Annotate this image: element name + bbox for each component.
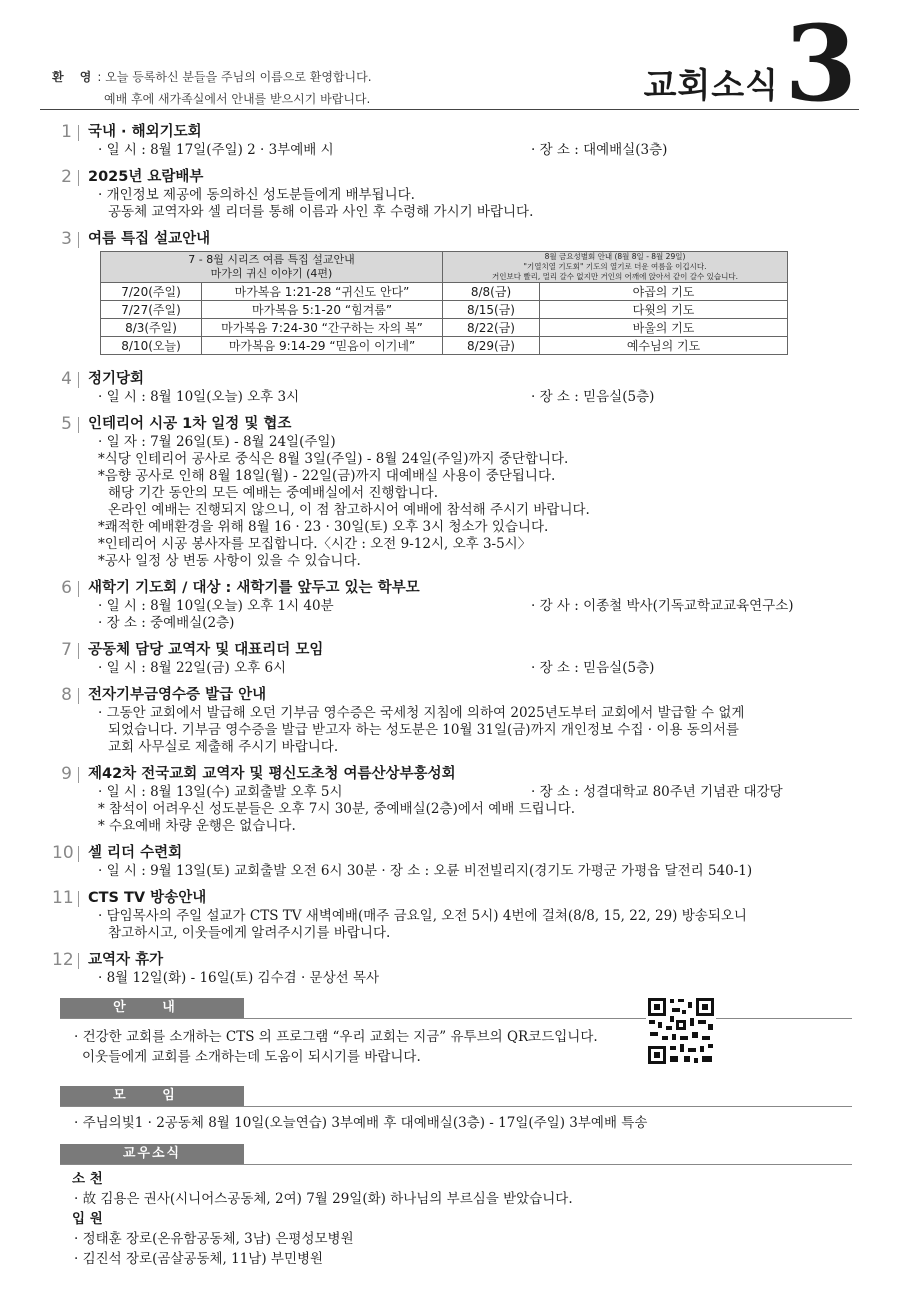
members-news-section [52,1144,852,1269]
friday-date: 8/15(금) [443,301,540,319]
welcome-message [52,66,372,110]
item-title: 여름 특집 설교안내 [88,231,211,247]
page-number: 3 [784,2,857,125]
item-title: 새학기 기도회 / 대상 : 새학기를 앞두고 있는 학부모 [88,580,420,596]
news-item [52,640,852,677]
news-item [52,122,852,159]
item-number-divider [78,643,79,659]
item-line [88,801,852,818]
item-line [88,553,852,570]
item-title: 국내 · 해외기도회 [88,124,202,140]
item-line-text: *공사 일정 상 변동 사항이 있을 수 있습니다. [98,553,361,569]
item-line [88,739,852,756]
hospital-heading: 입 원 [72,1211,103,1227]
item-line-text: · 8월 12일(화) - 16일(토) 김수겸 · 문상선 목사 [98,970,380,986]
item-number-divider [78,846,79,862]
news-item [52,229,852,355]
item-line-text: 되었습니다. 기부금 영수증을 발급 받고자 하는 성도분은 10월 31일(금)까지 개인정보 수집 · 이용 동의서를 [108,722,739,738]
item-line [88,818,852,835]
members-news-label: 교우소식 [60,1144,244,1164]
item-title: 제42차 전국교회 교역자 및 평신도초청 여름산상부흥성회 [88,766,456,782]
news-item [52,950,852,987]
item-number: 5 [61,414,72,434]
item-number: 1 [61,122,72,142]
sermon-series-title: 7 - 8월 시리즈 여름 특집 설교안내 [188,253,355,266]
notice-divider [60,1018,852,1019]
news-item [52,167,852,221]
header-divider [40,109,859,110]
meeting-label: 모 임 [60,1086,244,1106]
sermon-date: 7/27(주일) [101,301,202,319]
item-title: 2025년 요람배부 [88,169,204,185]
item-number-divider [78,688,79,704]
friday-date: 8/8(금) [443,283,540,301]
item-line [88,502,852,519]
item-number: 4 [61,369,72,389]
news-item [52,685,852,756]
sermon-schedule-table [100,251,788,355]
sermon-series-subtitle: 마가의 귀신 이야기 (4편) [210,267,333,280]
item-title: CTS TV 방송안내 [88,890,207,906]
death-heading: 소 천 [72,1171,103,1187]
item-line-location: · 장 소 : 대예배실(3층) [531,142,668,158]
news-item [52,578,852,632]
item-line-location: · 강 사 : 이종철 박사(기독교학교교육연구소) [531,598,794,614]
item-line-text: *식당 인테리어 공사로 중식은 8월 3일(주일) - 8월 24일(주일)까지 중단합니다. [98,451,569,467]
item-line [88,970,852,987]
news-items [52,122,852,995]
welcome-line-2: 예배 후에 새가족실에서 안내를 받으시기 바랍니다. [104,92,371,106]
hospital-line-2: · 김진석 장로(곰살공동체, 11남) 부민병원 [74,1251,324,1267]
item-line [88,908,852,925]
item-line-text: · 일 시 : 8월 10일(오늘) 오후 3시 [98,389,300,405]
item-line [88,863,852,880]
sermon-date: 8/10(오늘) [101,337,202,355]
hospital-line-1: · 정태훈 장로(온유함공동체, 3남) 은평성모병원 [74,1231,354,1247]
item-line [88,784,852,801]
item-number: 2 [61,167,72,187]
item-line-text: *음향 공사로 인해 8월 18일(월) - 22일(금)까지 대예배실 사용이 중단됩니다. [98,468,556,484]
item-number-divider [78,372,79,388]
item-line-text: · 개인정보 제공에 동의하신 성도분들에게 배부됩니다. [98,187,415,203]
item-line-text: *쾌적한 예배환경을 위해 8월 16 · 23 · 30일(토) 오후 3시 청소가 있습니다. [98,519,549,535]
item-number: 8 [61,685,72,705]
sermon-passage: 마가복음 9:14-29 “믿음이 이기네” [202,337,443,355]
sermon-passage: 마가복음 7:24-30 “간구하는 자의 복” [202,319,443,337]
news-item [52,888,852,942]
news-item [52,843,852,880]
item-title: 공동체 담당 교역자 및 대표리더 모임 [88,642,324,658]
item-line-text: · 일 시 : 9월 13일(토) 교회출발 오전 6시 30분 · 장 소 : 오륜 비전빌리지(경기도 가평군 가평읍 달전리 540-1) [98,863,753,879]
item-line-text: 공동체 교역자와 셀 리더를 통해 이름과 사인 후 수령해 가시기 바랍니다. [108,204,534,220]
item-line [88,722,852,739]
item-line [88,615,852,632]
welcome-label: 환 영 [52,70,98,84]
item-line [88,468,852,485]
item-title: 전자기부금영수증 발급 안내 [88,687,267,703]
meeting-line-1: · 주님의빛1 · 2공동체 8월 10일(오늘연습) 3부예배 후 대예배실(3층) - 17일(주일) 3부예배 특송 [74,1115,648,1131]
notice-line-2: 이웃들에게 교회를 소개하는데 도움이 되시기를 바랍니다. [82,1049,421,1065]
friday-prayer-title: 다윗의 기도 [540,301,788,319]
item-line-text: · 일 시 : 8월 10일(오늘) 오후 1시 40분 [98,598,334,614]
friday-prayer-title: 바울의 기도 [540,319,788,337]
item-number: 9 [61,764,72,784]
meeting-section [52,1086,852,1133]
item-line [88,519,852,536]
item-line [88,187,852,204]
item-number-divider [78,767,79,783]
item-line-text: · 일 자 : 7월 26일(토) - 8월 24일(주일) [98,434,336,450]
item-line-text: · 일 시 : 8월 22일(금) 오후 6시 [98,660,287,676]
item-number: 11 [52,888,74,908]
item-line-text: · 담임목사의 주일 설교가 CTS TV 새벽예배(매주 금요일, 오전 5시) 4번에 걸쳐(8/8, 15, 22, 29) 방송되오니 [98,908,747,924]
item-title: 교역자 휴가 [88,952,164,968]
item-line-location: · 장 소 : 믿음실(5층) [531,660,655,676]
item-line [88,204,852,221]
sermon-series-header [101,252,443,283]
friday-service-title: 8월 금요성별회 안내 (8월 8일 - 8월 29일) [544,252,686,261]
item-line-location: · 장 소 : 믿음실(5층) [531,389,655,405]
item-line-text: 온라인 예배는 진행되지 않으니, 이 점 참고하시어 예배에 참석해 주시기 바랍니다. [108,502,590,518]
item-line [88,485,852,502]
notice-section [52,998,852,1067]
item-line [88,434,852,451]
table-row [101,301,788,319]
friday-service-quote: 거인보다 빨리, 멀리 갈수 없지만 거인의 어깨에 앉아서 같이 갈수 있습니다. [492,272,738,281]
notice-label: 안 내 [60,998,244,1018]
item-line-text: * 수요예배 차량 운행은 없습니다. [98,818,296,834]
item-number-divider [78,891,79,907]
item-number-divider [78,170,79,186]
item-line-text: · 장 소 : 중예배실(2층) [98,615,235,631]
item-title: 셀 리더 수련회 [88,845,183,861]
item-line [88,536,852,553]
item-number: 3 [61,229,72,249]
item-number: 12 [52,950,74,970]
item-number-divider [78,953,79,969]
sermon-passage: 마가복음 1:21-28 “귀신도 안다” [202,283,443,301]
table-row [101,283,788,301]
item-number-divider [78,417,79,433]
table-row [101,319,788,337]
item-number: 6 [61,578,72,598]
item-title: 인테리어 시공 1차 일정 및 협조 [88,416,292,432]
item-number: 10 [52,843,74,863]
friday-date: 8/29(금) [443,337,540,355]
item-number: 7 [61,640,72,660]
sermon-date: 7/20(주일) [101,283,202,301]
friday-service-slogan: "기열치열 기도회" 기도의 열기로 더운 여름을 이깁시다. [523,262,707,271]
death-line: · 故 김용은 권사(시니어스공동체, 2여) 7월 29일(화) 하나님의 부르심을 받았습니다. [74,1191,573,1207]
item-line-text: · 일 시 : 8월 17일(주일) 2 · 3부예배 시 [98,142,334,158]
friday-prayer-title: 야곱의 기도 [540,283,788,301]
item-line [88,660,852,677]
news-item [52,369,852,406]
qr-code-image[interactable] [646,996,716,1066]
item-number-divider [78,581,79,597]
item-line-text: 해당 기간 동안의 모든 예배는 중예배실에서 진행합니다. [108,485,438,501]
item-line-text: · 그동안 교회에서 발급해 오던 기부금 영수증은 국세청 지침에 의하여 2025년도부터 교회에서 발급할 수 없게 [98,705,745,721]
item-line-text: *인테리어 시공 봉사자를 모집합니다.〈시간 : 오전 9-12시, 오후 3-5시〉 [98,536,532,552]
news-item [52,414,852,570]
friday-date: 8/22(금) [443,319,540,337]
item-line [88,389,852,406]
page-header [0,0,899,125]
members-news-divider [60,1164,852,1165]
table-row [101,337,788,355]
friday-prayer-title: 예수님의 기도 [540,337,788,355]
item-line-location: · 장 소 : 성결대학교 80주년 기념관 대강당 [531,784,783,800]
page-title: 교회소식 [643,66,779,106]
item-line [88,705,852,722]
sermon-date: 8/3(주일) [101,319,202,337]
item-number-divider [78,232,79,248]
item-line-text: 참고하시고, 이웃들에게 알려주시기를 바랍니다. [108,925,391,941]
welcome-line-1: : 오늘 등록하신 분들을 주님의 이름으로 환영합니다. [97,70,372,84]
meeting-divider [60,1106,852,1107]
item-line [88,598,852,615]
item-line [88,451,852,468]
item-line [88,142,852,159]
item-line [88,925,852,942]
item-title: 정기당회 [88,371,145,387]
item-number-divider [78,125,79,141]
item-line-text: · 일 시 : 8월 13일(수) 교회출발 오후 5시 [98,784,343,800]
item-line-text: 교회 사무실로 제출해 주시기 바랍니다. [108,739,339,755]
news-item [52,764,852,835]
item-line-text: * 참석이 어려우신 성도분들은 오후 7시 30분, 중예배실(2층)에서 예배 드립니다. [98,801,576,817]
notice-line-1: · 건강한 교회를 소개하는 CTS 의 프로그램 “우리 교회는 지금” 유투브의 QR코드입니다. [74,1029,598,1045]
friday-service-header [443,252,788,283]
sermon-passage: 마가복음 5:1-20 “힘겨룸” [202,301,443,319]
